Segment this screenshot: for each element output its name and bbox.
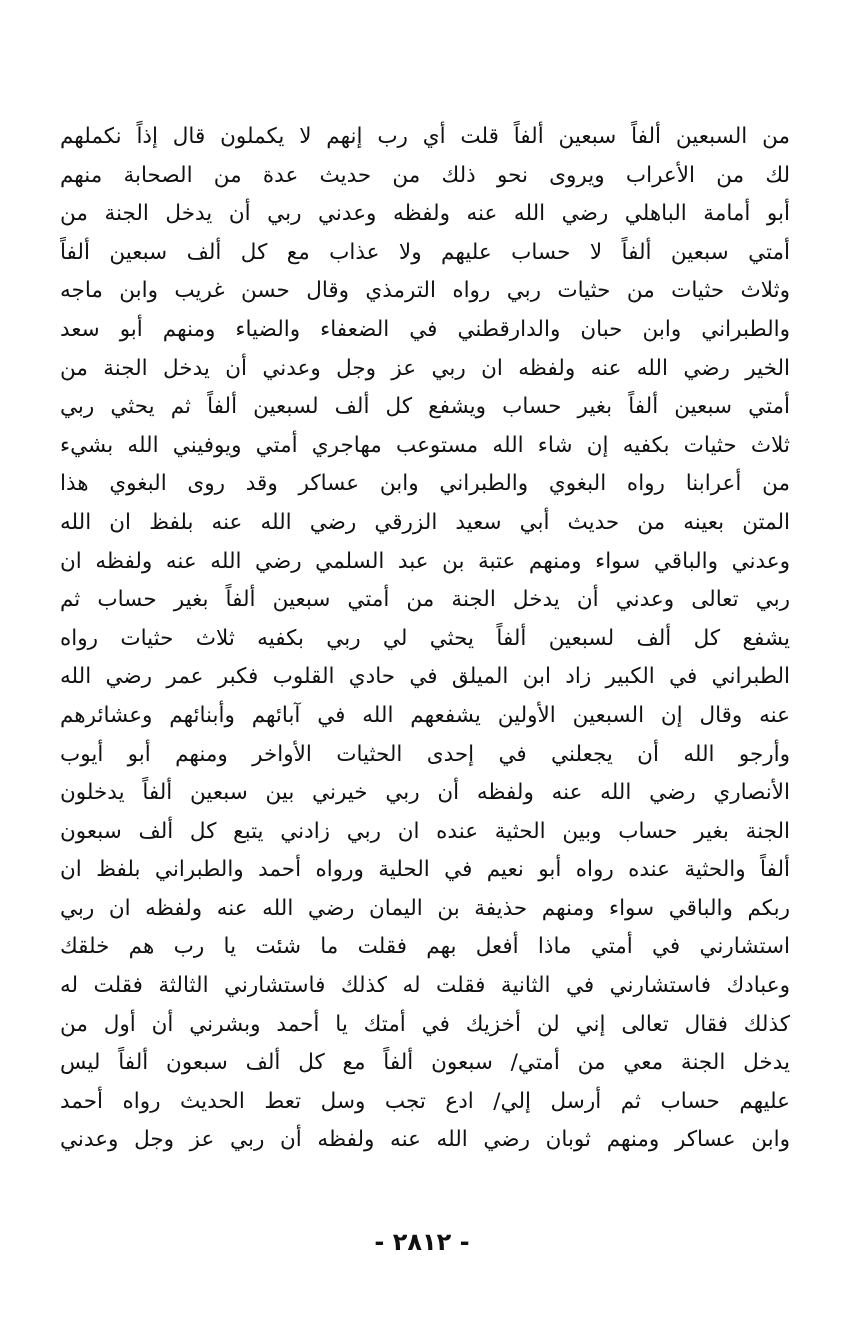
text-line: من السبعين ألفاً سبعين ألفاً قلت أي رب إنهم لا يكملون قال إذاً نكملهم bbox=[60, 124, 790, 149]
text-line: أمتي سبعين ألفاً بغير حساب ويشفع كل ألف لسبعين ألفاً ثم يحثي ربي bbox=[60, 394, 790, 420]
text-line: وعبادك فاستشارني في الثانية فقلت له كذلك فاستشارني الثالثة فقلت له bbox=[60, 973, 790, 999]
text-line: عنه وقال إن السبعين الأولين يشفعهم الله في آبائهم وأبنائهم وعشائرهم bbox=[60, 702, 790, 728]
text-line: الطبراني في الكبير زاد ابن الميلق في حادي القلوب فكبر عمر رضي الله bbox=[60, 664, 790, 690]
text-line: عليهم حساب ثم أرسل إلي/ ادع تجب وسل تعط الحديث رواه أحمد bbox=[60, 1088, 790, 1114]
text-line: أبو أمامة الباهلي رضي الله عنه ولفظه وعدني ربي أن يدخل الجنة من bbox=[60, 201, 790, 227]
text-line: وثلاث حثيات من حثيات ربي رواه الترمذي وقال حسن غريب وابن ماجه bbox=[60, 278, 790, 304]
body-text bbox=[60, 118, 790, 1160]
text-line: الجنة بغير حساب وبين الحثية عنده ان ربي زادني يتبع كل ألف سبعون bbox=[60, 818, 790, 844]
text-line: وأرجو الله أن يجعلني في إحدى الحثيات الأواخر ومنهم أبو أيوب bbox=[60, 741, 790, 767]
text-line: ربكم والباقي سواء ومنهم حذيفة بن اليمان رضي الله عنه ولفظه ان ربي bbox=[60, 895, 790, 921]
text-line: يشفع كل ألف لسبعين ألفاً يحثي لي ربي بكفيه ثلاث حثيات رواه bbox=[60, 625, 790, 651]
text-line: كذلك فقال تعالى إني لن أخزيك في أمتك يا أحمد وبشرني أن أول من bbox=[60, 1011, 790, 1037]
text-line: والطبراني وابن حبان والدارقطني في الضعفاء والضياء ومنهم أبو سعد bbox=[60, 316, 790, 342]
page-number: - ٢٨١٢ - bbox=[374, 1228, 470, 1256]
text-line: أمتي سبعين ألفاً لا حساب عليهم ولا عذاب مع كل ألف سبعين ألفاً bbox=[60, 239, 790, 265]
text-line: وعدني والباقي سواء ومنهم عتبة بن عبد السلمي رضي الله عنه ولفظه ان bbox=[60, 548, 790, 574]
text-line: لك من الأعراب ويروى نحو ذلك من حديث عدة من الصحابة منهم bbox=[60, 162, 790, 188]
text-line: وابن عساكر ومنهم ثوبان رضي الله عنه ولفظه أن ربي عز وجل وعدني bbox=[60, 1127, 790, 1153]
text-line: ثلاث حثيات بكفيه إن شاء الله مستوعب مهاجري أمتي ويوفيني الله بشيء bbox=[60, 432, 790, 458]
text-line: ربي تعالى وعدني أن يدخل الجنة من أمتي سبعين ألفاً بغير حساب ثم bbox=[60, 587, 790, 613]
text-line: استشارني في أمتي ماذا أفعل بهم فقلت ما شئت يا رب هم خلقك bbox=[60, 934, 790, 960]
text-line: المتن بعينه من حديث أبي سعيد الزرقي رضي الله عنه بلفظ ان الله bbox=[60, 509, 790, 535]
text-line: يدخل الجنة معي من أمتي/ سبعون ألفاً مع كل ألف سبعون ألفاً ليس bbox=[60, 1050, 790, 1076]
text-line: ألفاً والحثية عنده رواه أبو نعيم في الحلية ورواه أحمد والطبراني بلفظ ان bbox=[60, 857, 790, 883]
text-line: من أعرابنا رواه البغوي والطبراني وابن عساكر وقد روى البغوي هذا bbox=[60, 471, 790, 497]
text-line: الخير رضي الله عنه ولفظه ان ربي عز وجل وعدني أن يدخل الجنة من bbox=[60, 355, 790, 381]
text-line: الأنصاري رضي الله عنه ولفظه أن ربي خيرني بين سبعين ألفاً يدخلون bbox=[60, 780, 790, 806]
